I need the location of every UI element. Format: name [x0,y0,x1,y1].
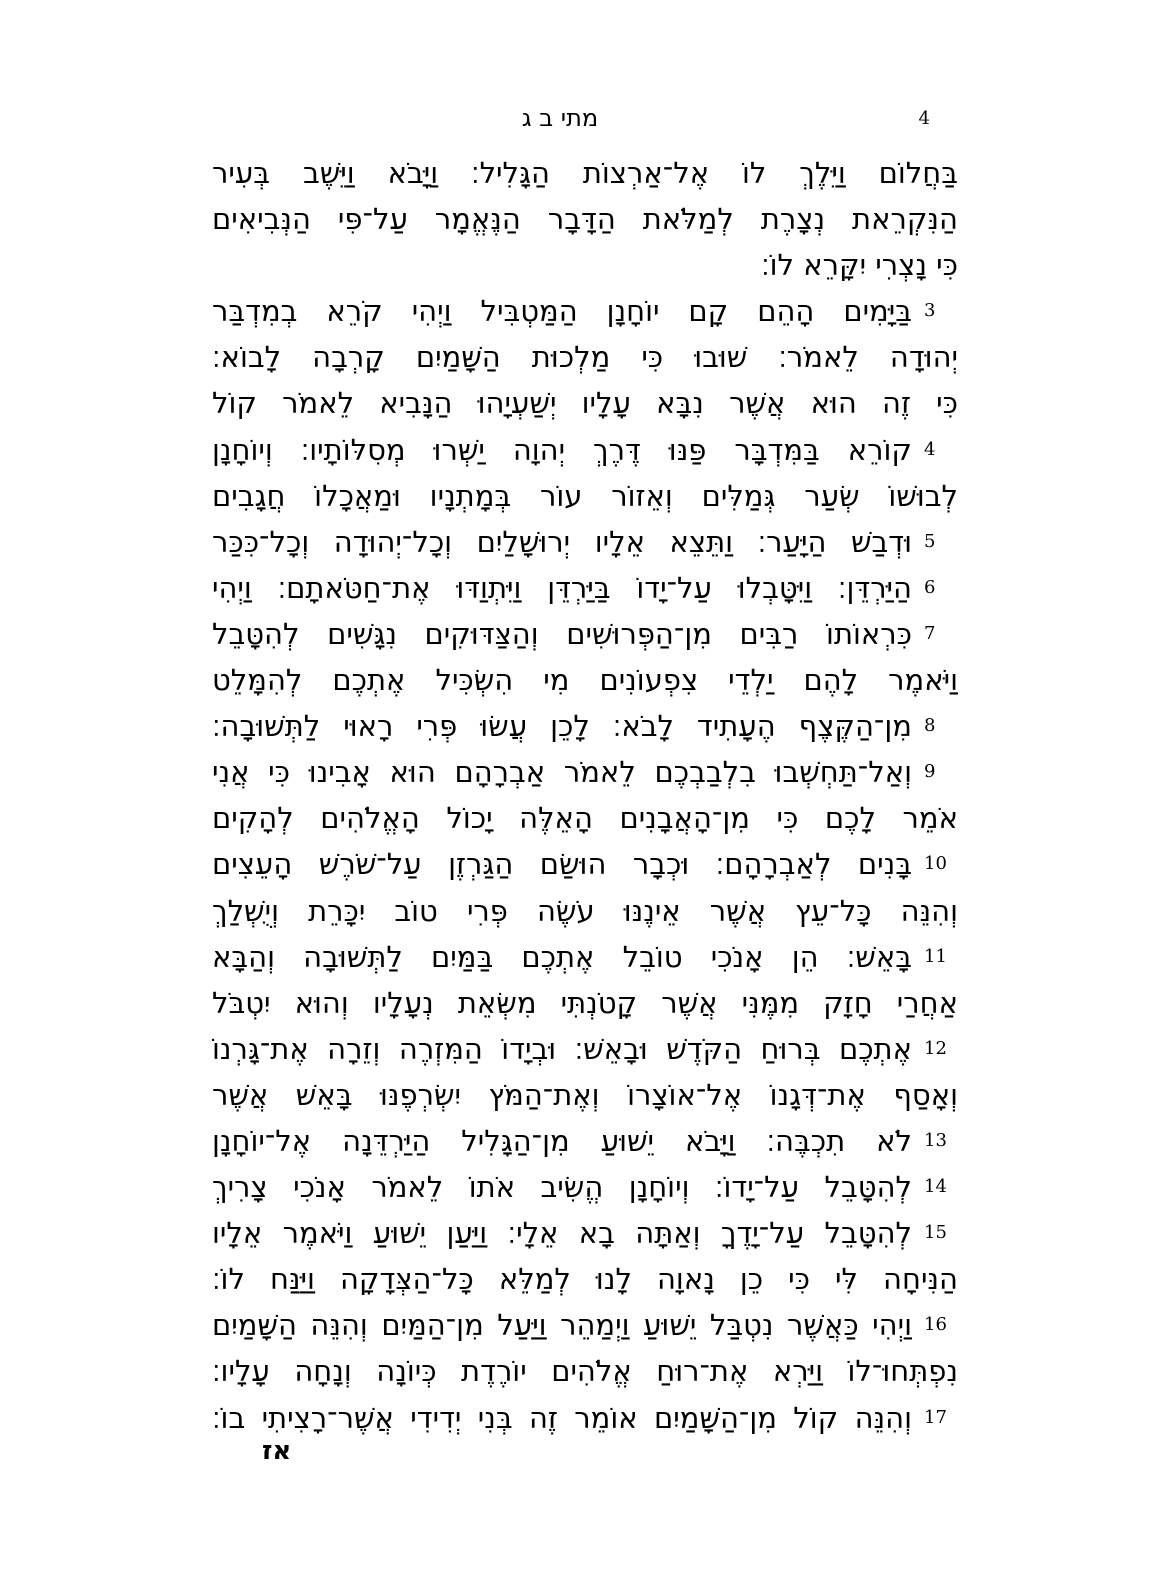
body-text [212,150,972,1441]
text-line [212,565,972,611]
line-text: לְהִטָּבֵל עַל־יָדוֹ׃ וְיוֹחָנָן הֱשִׂיב אֹתוֹ לֵאמֹר אָנֹכִי צָרִיךְ [212,1170,912,1205]
verse-number: 15 [924,1222,947,1244]
line-text: כִּרְאוֹתוֹ רַבִּים מִן־הַפְּרוּשִׁים וְהַצַּדּוּקִים נִגָּשִׁים לְהִטָּבֵל [212,616,912,651]
text-line [212,1395,972,1441]
line-text: בָּנִים לְאַבְרָהָם׃ וּכְבָר הוּשַׂם הַגַּרְזֶן עַל־שֹׁרֶשׁ הָעֵצִים [212,847,912,882]
line-text: הַנִּקְרֵאת נְצָרֶת לְמַלֹּאת הַדָּבָר הַנֶּאֱמָר עַל־פִּי הַנְּבִיאִים [212,202,958,237]
text-line [212,703,972,749]
line-text: בַּחֲלוֹם וַיֵּלֶךְ לוֹ אֶל־אַרְצוֹת הַגָּלִיל׃ וַיָּבֹא וַיֵּשֶׁב בְּעִיר [212,156,958,190]
verse-number: 8 [924,715,936,737]
text-line [212,1164,972,1210]
verse-number: 12 [924,1037,947,1059]
verse-number: 17 [924,1406,947,1428]
line-text: אֹמֵר לָכֶם כִּי מִן־הָאֲבָנִים הָאֵלֶּה יָכוֹל הָאֱלֹהִים לְהָקִים [212,801,958,836]
verse-number: 4 [924,438,936,460]
line-text: לְבוּשׁוֹ שְׂעַר גְּמַלִּים וְאֵזוֹר עוֹר בְּמָתְנָיו וּמַאֲכָלוֹ חֲגָבִים [212,478,958,513]
line-text: לְהִטָּבֵל עַל־יָדֶךָ וְאַתָּה בָא אֵלָי׃ וַיַּעַן יֵשׁוּעַ וַיֹּאמֶר אֵלָיו [212,1216,912,1251]
text-line [212,795,972,841]
line-text: וַיְהִי כַּאֲשֶׁר נִטְבַּל יֵשׁוּעַ וַיְמַהֵר וַיַּעַל מִן־הַמַּיִם וְהִנֵּה הַשָּׁמַיִם [212,1308,912,1343]
line-text: יְהוּדָה לֵאמֹר׃ שׁוּבוּ כִּי מַלְכוּת הַשָּׁמַיִם קָרְבָה לָבוֹא׃ [212,340,958,375]
text-line [212,749,972,795]
text-line [212,380,972,426]
line-text: וַיֹּאמֶר לָהֶם יַלְדֵי צִפְעוֹנִים מִי הִשְׂכִּיל אֶתְכֶם לְהִמָּלֵט [212,663,958,698]
text-line [212,657,972,703]
line-text: מִן־הַקֶּצֶף הֶעָתִיד לָבֹא׃ לָכֵן עֲשׂוּ פְּרִי רָאוּי לַתְּשׁוּבָה׃ [212,709,912,744]
verse-number: 3 [924,300,936,322]
verse-number: 11 [924,945,947,967]
line-text: וְאָסַף אֶת־דְּגָנוֹ אֶל־אוֹצָרוֹ וְאֶת־הַמֹּץ יִשְׂרְפֶנּוּ בָּאֵשׁ אֲשֶׁר [212,1077,958,1112]
line-text: הַיַּרְדֵּן׃ וַיִּטָּבְלוּ עַל־יָדוֹ בַּיַּרְדֵּן וַיִּתְוַדּוּ אֶת־חַטֹּאתָם׃ וַיְהִי [212,570,912,605]
text-line [212,242,972,288]
line-text: אַחֲרַי חָזָק מִמֶּנִּי אֲשֶׁר קָטֹנְתִּי מִשְּׂאֵת נְעָלָיו וְהוּא יִטְבֹּל [212,985,958,1020]
verse-number: 10 [924,853,947,875]
text-line [212,934,972,980]
verse-number: 7 [924,622,936,644]
text-line [212,841,972,887]
line-text: בָּאֵשׁ׃ הֵן אָנֹכִי טוֹבֵל אֶתְכֶם בַּמַּיִם לַתְּשׁוּבָה וְהַבָּא [212,939,912,974]
verse-number: 16 [924,1314,947,1336]
line-text: כִּי נָצְרִי יִקָּרֵא לוֹ׃ [761,248,958,283]
page-header [180,104,940,140]
text-line [212,980,972,1026]
line-text: הַנִּיחָה לִּי כִּי כֵן נָאוָה לָנוּ לְמַלֵּא כָּל־הַצְּדָקָה וַיַּנַּח לוֹ׃ [212,1262,958,1297]
line-text: בַּיָּמִים הָהֵם קָם יוֹחָנָן הַמַּטְבִּיל וַיְהִי קֹרֵא בְמִדְבַּר [212,294,912,329]
text-line [212,1256,972,1302]
text-line [212,150,972,196]
running-head: מתי ב ג [521,104,599,132]
signature-mark: אז [262,1436,292,1466]
verse-number: 5 [924,530,936,552]
text-line [212,1026,972,1072]
text-line [212,1118,972,1164]
text-line [212,1302,972,1348]
verse-number: 14 [924,1176,947,1198]
line-text: וְהִנֵּה כָּל־עֵץ אֲשֶׁר אֵינֶנּוּ עֹשֶׂה פְּרִי טוֹב יִכָּרֵת וְיֻשְׁלַךְ [212,893,958,928]
line-text: וְהִנֵּה קוֹל מִן־הַשָּׁמַיִם אוֹמֵר זֶה בְּנִי יְדִידִי אֲשֶׁר־רָצִיתִי בוֹ׃ [212,1400,912,1435]
line-text: נִפְתְּחוּ־לוֹ וַיַּרְא אֶת־רוּחַ אֱלֹהִים יוֹרֶדֶת כְּיוֹנָה וְנָחָה עָלָיו׃ [212,1354,958,1389]
line-text: אֶתְכֶם בְּרוּחַ הַקֹּדֶשׁ וּבָאֵשׁ׃ וּבְיָדוֹ הַמִּזְרֶה וְזֵרָה אֶת־גָּרְנוֹ [212,1031,912,1066]
verse-number: 13 [924,1129,947,1151]
verse-number: 9 [924,761,936,783]
page-number: 4 [918,108,930,129]
verse-number: 6 [924,576,936,598]
line-text: וּדְבַשׁ הַיָּעַר׃ וַתֵּצֵא אֵלָיו יְרוּשָׁלַיִם וְכָל־יְהוּדָה וְכָל־כִּכַּר [212,524,912,559]
text-line [212,1072,972,1118]
text-line [212,519,972,565]
line-text: וְאַל־תַּחְשְׁבוּ בִלְבַבְכֶם לֵאמֹר אַבְרָהָם הוּא אָבִינוּ כִּי אֲנִי [212,755,912,790]
text-line [212,288,972,334]
text-line [212,888,972,934]
text-line [212,334,972,380]
text-line [212,473,972,519]
text-line [212,1348,972,1394]
line-text: קוֹרֵא בַּמִּדְבָּר פַּנּוּ דֶּרֶךְ יְהוָה יַשְּׁרוּ מְסִלּוֹתָיו׃ וְיוֹחָנָן [212,432,912,467]
line-text: כִּי זֶה הוּא אֲשֶׁר נִבָּא עָלָיו יְשַׁעְיָהוּ הַנָּבִיא לֵאמֹר קוֹל [212,386,958,421]
text-line [212,1210,972,1256]
text-line [212,611,972,657]
text-line [212,427,972,473]
text-line [212,196,972,242]
line-text: לֹא תִכְבֶּה׃ וַיָּבֹא יֵשׁוּעַ מִן־הַגָּלִיל הַיַּרְדֵּנָה אֶל־יוֹחָנָן [212,1123,912,1158]
